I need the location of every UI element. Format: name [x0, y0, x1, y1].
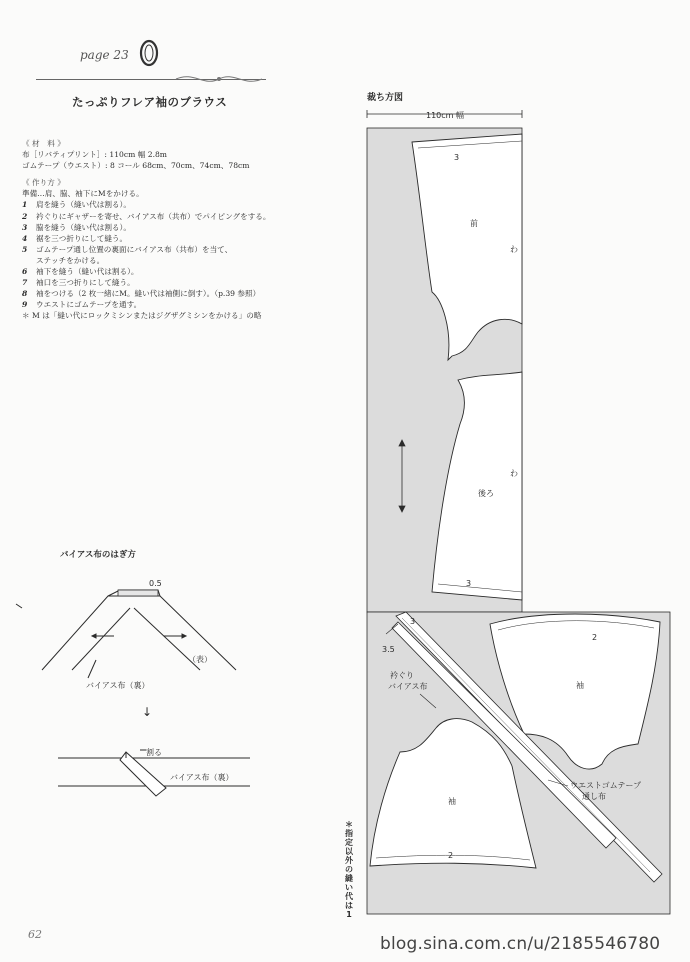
step-item: 3 脇を縫う（縫い代は割る）。: [22, 222, 131, 232]
strip-width-dim: 3: [410, 617, 416, 626]
step-item: 7 袖口を三つ折りにして縫う。: [22, 278, 135, 288]
ornament-icon: [174, 71, 264, 87]
step-continuation: ステッチをかける。: [36, 255, 105, 265]
material-line: 布［リバティプリント］: 110cm 幅 2.8m: [22, 150, 168, 160]
watermark: blog.sina.com.cn/u/2185546780: [380, 934, 661, 954]
bias-neck-label-1: 衿ぐり: [390, 671, 414, 680]
back-label: 後ろ: [478, 489, 494, 498]
split-label: 割る: [146, 748, 162, 757]
note-line: ＊ M は「縫い代にロックミシンまたはジグザグミシンをかける」の略: [22, 311, 262, 321]
page-title: たっぷりフレア袖のブラウス: [72, 95, 228, 109]
step-item: 4 裾を三つ折りにして縫う。: [22, 233, 128, 243]
bias-front-label: （表）: [188, 655, 212, 664]
cutting-title: 裁ち方図: [367, 93, 404, 103]
seam-allowance-note: ＊指定以外の縫い代は1: [345, 820, 353, 919]
bias-section-title: バイアス布のはぎ方: [60, 550, 136, 560]
down-arrow-icon: ↓: [142, 705, 153, 719]
front-label: 前: [470, 219, 478, 228]
page-ref: page 23: [80, 48, 129, 62]
sleeve-label-2: 袖: [448, 797, 456, 806]
bias-neck-label-2: バイアス布: [388, 682, 428, 691]
step-item: 5 ゴムテープ通し位置の裏面にバイアス布（共布）を当て、: [22, 244, 233, 254]
step-item: 1 肩を縫う（縫い代は割る）。: [22, 200, 131, 210]
page-number: 62: [28, 928, 42, 941]
waist-tube-label-2: 通し布: [582, 792, 606, 801]
waist-tube-label-1: ウエストゴムテープ: [570, 781, 642, 790]
sleeve-hem-dim: 2: [592, 633, 598, 642]
prep-line: 準備…肩、脇、袖下にMをかける。: [22, 189, 144, 199]
cutting-diagram: [340, 104, 680, 920]
instructions: [22, 138, 352, 322]
materials-heading: 《 材 料 》: [22, 139, 65, 148]
step-item: 8 袖をつける（2 枚一緒にM。縫い代は袖側に倒す）。（p.39 参照）: [22, 289, 261, 299]
sleeve-label: 袖: [576, 681, 584, 690]
chapter-number-badge: [138, 38, 160, 68]
strip-width-dim-2: 3.5: [382, 645, 395, 654]
material-line: ゴムテープ（ウエスト）: 8 コール 68cm、70cm、74cm、78cm: [22, 161, 250, 171]
back-hem-dim: 3: [466, 579, 472, 588]
method-heading: 《 作り方 》: [22, 178, 65, 188]
step-item: 2 衿ぐりにギャザーを寄せ、バイアス布（共布）でパイピングをする。: [22, 211, 271, 221]
bias-back-label: バイアス布（裏）: [86, 681, 150, 690]
front-hem-dim: 3: [454, 153, 460, 162]
sleeve-hem-dim-2: 2: [448, 851, 454, 860]
bias-back-label-2: バイアス布（裏）: [170, 773, 234, 782]
width-label: 110cm 幅: [426, 111, 465, 120]
fold-label: わ: [510, 245, 518, 254]
fold-label-2: わ: [510, 469, 518, 478]
bias-dim-label: 0.5: [149, 579, 162, 588]
step-item: 6 袖下を縫う（縫い代は割る）。: [22, 267, 139, 277]
chapter-badge-icon: [138, 38, 160, 68]
bias-diagram: [0, 560, 270, 820]
step-item: 9 ウエストにゴムテープを通す。: [22, 300, 142, 310]
